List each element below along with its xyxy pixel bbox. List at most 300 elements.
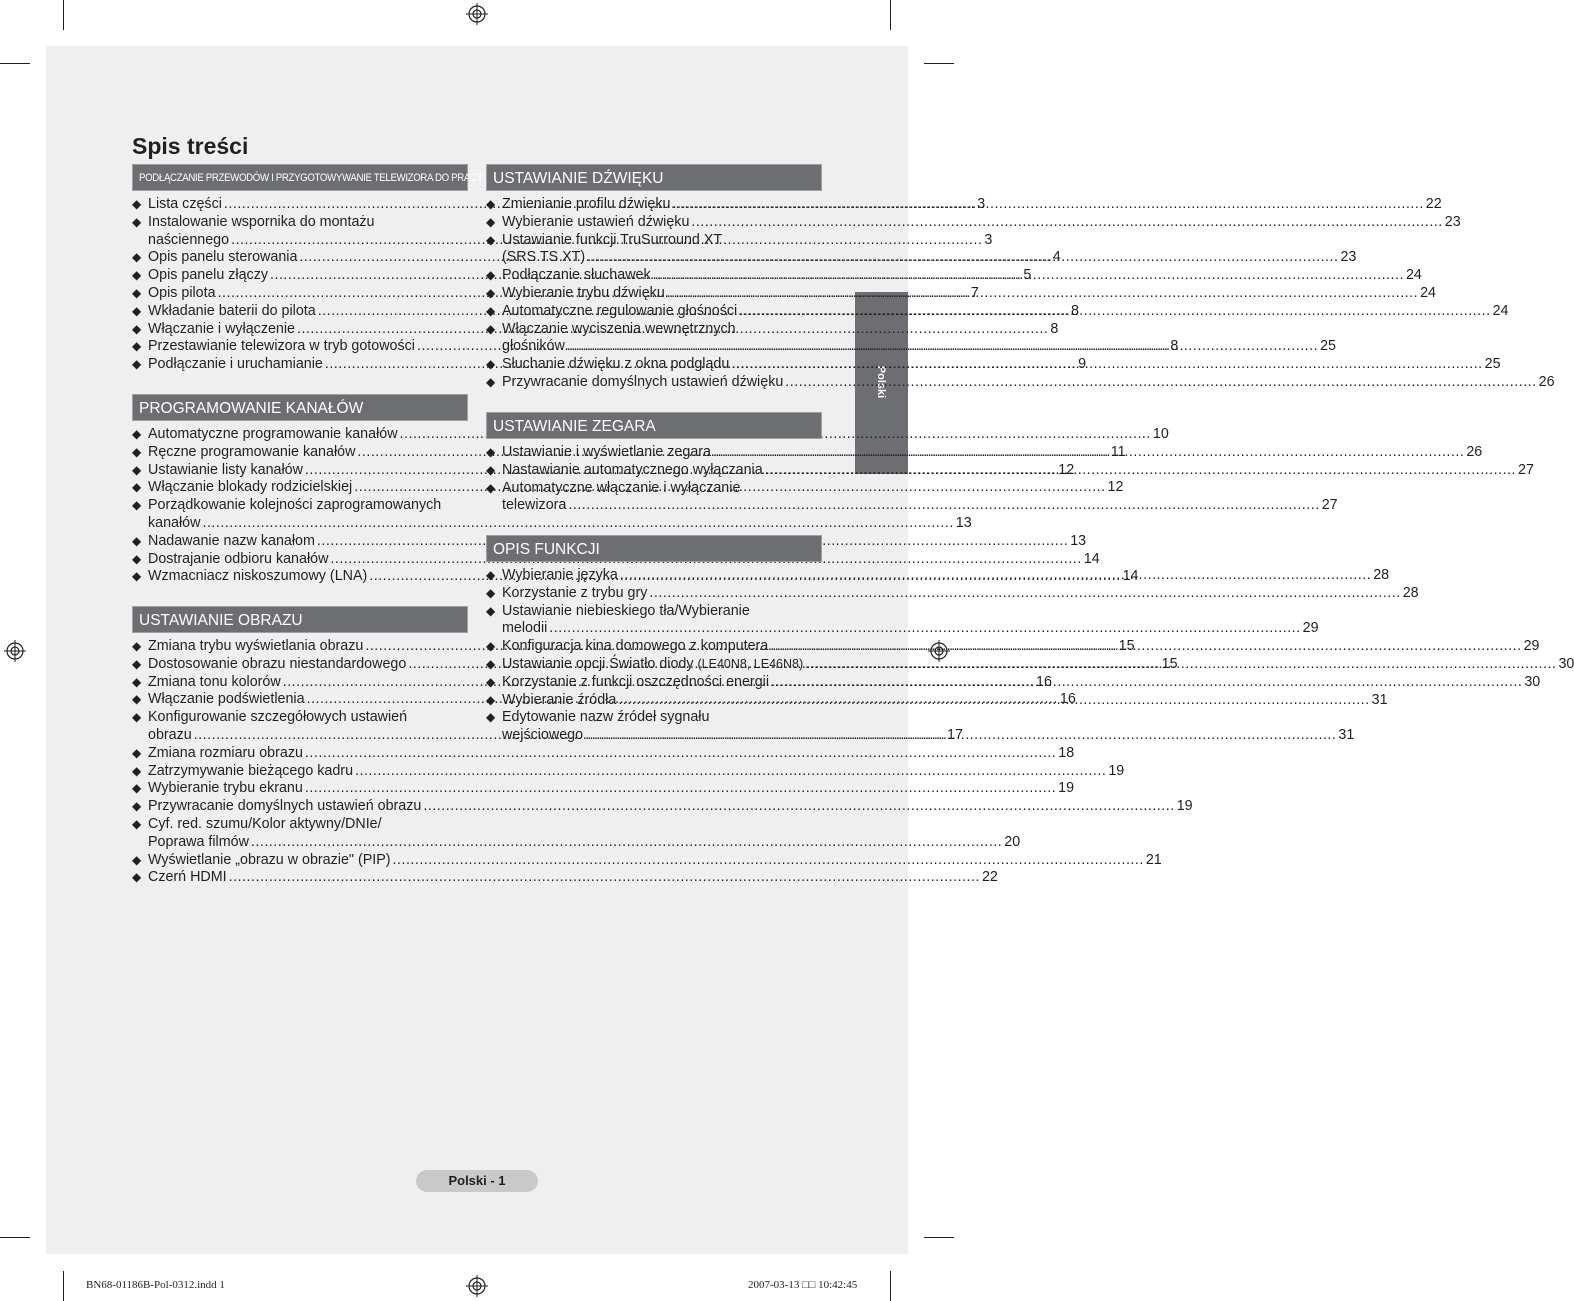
toc-entry-label: Automatyczne regulowanie głośności [502,302,738,319]
page-number: Polski - 1 [416,1170,538,1192]
toc-entry-label: telewizora [502,497,567,514]
dot-leader [229,869,980,887]
diamond-bullet-icon: ◆ [486,710,496,725]
diamond-bullet-icon: ◆ [486,639,496,654]
diamond-bullet-icon: ◆ [132,569,142,584]
toc-entry-text [502,674,769,692]
diamond-bullet-icon: ◆ [486,603,496,618]
toc-entry-row [148,550,1100,569]
dot-leader [672,196,1423,214]
dot-leader [567,338,1318,356]
toc-entry-label: Lista części [148,196,222,212]
toc-entry-text [148,321,295,339]
toc-page-number: 4 [1052,249,1061,266]
toc-page-number: 17 [947,726,963,743]
toc-entry-row [502,284,1437,303]
toc-entry-text [502,656,803,674]
dot-leader [393,852,1144,870]
toc-entry-label: Wybieranie ustawień dźwięku [502,213,690,230]
diamond-bullet-icon: ◆ [486,692,496,707]
toc-entry[interactable] [132,869,998,887]
diamond-bullet-icon: ◆ [486,568,496,582]
toc-entry-label: Konfiguracja kina domowego z komputera [502,638,769,655]
diamond-bullet-icon: ◆ [486,214,496,229]
toc-entry-label: Czerń HDMI [148,869,227,886]
toc-entry-row [502,584,1419,603]
dot-leader [251,834,1002,852]
toc-entry-label: Zatrzymywanie bieżącego kadru [148,762,354,779]
toc-entry-text [502,196,670,214]
toc-page-number: 5 [1023,267,1032,284]
section-heading [486,535,822,562]
toc-page-number: 23 [1340,249,1357,266]
page-title: Spis treści [132,133,249,159]
toc-page-number: 27 [1321,497,1338,514]
toc-page-number: 23 [1444,213,1461,230]
toc-page-number: 19 [1058,780,1075,797]
toc-entry-row [502,338,1337,356]
toc-page-number: 27 [1518,461,1534,478]
dot-leader [805,656,1556,674]
toc-entry-label: Włączanie i wyłączenie [148,320,295,337]
toc-entry-label: Poprawa filmów [148,833,249,850]
toc-entry-label: Zmiana tonu kolorów [148,673,281,690]
print-timestamp: 2007-03-13 □□ 10:42:45 [748,1279,858,1291]
toc-page-number: 8 [1050,320,1059,337]
toc-entry-label: Przestawianie telewizora w tryb gotowości [148,338,415,355]
toc-entry-label: Ustawianie listy kanałów [148,461,303,478]
toc-entry-text [502,303,737,321]
toc-entry-text [502,462,763,480]
toc-page-number: 25 [1484,356,1501,373]
toc-page-number: 12 [1107,479,1124,496]
diamond-bullet-icon: ◆ [486,303,496,318]
toc-entry-row [148,851,1162,870]
toc-entry-label: Dostosowanie obrazu niestandardowego [148,655,407,672]
toc-entry-label: Zmienianie profilu dźwięku [502,196,671,212]
dot-leader [653,267,1404,285]
toc-page-number: 11 [1110,443,1126,460]
toc-entry-text [148,479,352,497]
crop-mark [0,63,30,64]
toc-entry-text: Ustawianie funkcji TruSurround XT [502,231,723,248]
diamond-bullet-icon: ◆ [486,357,496,372]
toc-entry-text: Ustawianie niebieskiego tła/Wybieranie [502,602,750,619]
toc-entry[interactable] [486,196,1442,214]
toc-entry-text [148,656,406,674]
toc-entry-label: Zmiana rozmiaru obrazu [148,744,303,761]
toc-entry-text: Cyf. red. szumu/Kolor aktywny/DNIe/ [148,815,382,832]
toc-entry-text [148,568,367,586]
toc-entry-label: Podłączanie i uruchamianie [148,356,323,373]
toc-page-number: 22 [1425,196,1442,212]
toc-entry-row [148,798,1193,816]
toc-page-number: 31 [1371,691,1388,708]
toc-page-number: 31 [1338,727,1355,744]
toc-entry-label: Nadawanie nazw kanałom [148,532,315,549]
toc-entry-text: Automatyczne włączanie i wyłączanie [502,479,741,496]
toc-page-number: 15 [1118,638,1135,654]
toc-entry-label: wejściowego [502,727,584,744]
diamond-bullet-icon: ◆ [132,745,142,760]
diamond-bullet-icon: ◆ [132,674,142,689]
toc-page-number: 26 [1538,373,1555,390]
diamond-bullet-icon: ◆ [486,268,496,283]
toc-page-number: 24 [1420,284,1437,301]
dot-leader [691,214,1442,232]
toc-entry[interactable] [486,267,1422,285]
diamond-bullet-icon: ◆ [132,357,142,372]
toc-page-number: 30 [1558,655,1574,672]
toc-entry-label: naściennego [148,231,230,248]
diamond-bullet-icon: ◆ [132,285,142,300]
toc-entry[interactable] [486,213,1461,232]
dot-leader [649,585,1400,603]
toc-page-number: 14 [1083,550,1100,567]
toc-entry[interactable] [486,602,1319,639]
toc-entry-text [148,638,363,656]
crop-mark [0,1237,30,1238]
diamond-bullet-icon: ◆ [132,339,142,354]
toc-entry-text [502,374,783,392]
toc-entry-label: Przywracanie domyślnych ustawień obrazu [148,798,422,815]
diamond-bullet-icon: ◆ [132,656,142,671]
diamond-bullet-icon: ◆ [486,197,496,211]
toc-entry[interactable] [486,302,1509,321]
diamond-bullet-icon: ◆ [486,674,496,689]
toc-entry-text [502,285,665,303]
toc-entry-text: Instalowanie wspornika do montażu [148,213,375,230]
dot-leader [202,515,953,533]
toc-page-number: 29 [1302,620,1319,637]
section-heading-text: USTAWIANIE OBRAZU [139,612,303,629]
toc-entry-text [502,585,647,603]
toc-entry[interactable] [486,356,1501,374]
toc-entry-row [502,302,1509,321]
toc-entry-label: Dostrajanie odbioru kanałów [148,550,329,567]
toc-entry-label: Korzystanie z trybu gry [502,584,648,601]
toc-entry-text: Włączanie wyciszenia wewnętrznych [502,320,736,337]
toc-entry-label: Opis pilota [148,284,216,301]
dot-leader [770,638,1521,656]
diamond-bullet-icon: ◆ [486,462,496,477]
diamond-bullet-icon: ◆ [486,656,496,671]
toc-entry-text [148,691,305,709]
section-heading-text: OPIS FUNKCJI [493,541,600,558]
toc-page-number: 28 [1402,584,1419,601]
toc-entry-text [148,869,227,887]
toc-entry-row [502,196,1442,214]
toc-page-number: 15 [1161,655,1178,672]
toc-entry-text [502,338,565,356]
diamond-bullet-icon: ◆ [132,639,142,653]
toc-page-number: 12 [1058,461,1075,478]
dot-leader [765,462,1516,480]
toc-entry-model-note: (LE40N8, LE46N8) [697,656,804,671]
toc-entry-text [502,267,651,285]
toc-entry-text [502,638,768,656]
diamond-bullet-icon: ◆ [132,427,142,441]
diamond-bullet-icon: ◆ [132,214,142,229]
toc-page-number: 13 [1070,532,1087,549]
toc-entry-text: Porządkowanie kolejności zaprogramowanych [148,497,442,514]
toc-page-number: 29 [1523,638,1540,655]
diamond-bullet-icon: ◆ [132,852,142,867]
toc-entry-label: Opis panelu złączy [148,267,268,284]
toc-entry-text: Konfigurowanie szczegółowych ustawień [148,709,408,726]
toc-page-number: 10 [1152,426,1169,442]
diamond-bullet-icon: ◆ [132,870,142,885]
toc-entry-row [502,356,1501,374]
toc-page-number: 22 [981,869,998,886]
toc-entry-text [148,338,415,356]
toc-entry-text [502,727,583,745]
toc-entry[interactable] [486,584,1419,603]
toc-page-number: 19 [1176,798,1193,815]
crop-mark [63,0,64,30]
toc-entry-row [148,833,1021,852]
diamond-bullet-icon: ◆ [132,321,142,336]
diamond-bullet-icon: ◆ [486,321,496,336]
diamond-bullet-icon: ◆ [132,533,142,548]
toc-entry-text [148,232,229,250]
toc-entry-label: Wybieranie źródła [502,691,617,708]
dot-leader [731,356,1482,374]
print-file-name: BN68-01186B-Pol-0312.indd 1 [86,1279,225,1291]
toc-entry-text [148,444,355,462]
toc-page-number: 14 [1122,568,1139,585]
toc-entry-text [148,674,281,692]
dot-leader [620,567,1371,585]
toc-page-number: 3 [977,196,986,212]
dot-leader [785,374,1536,392]
toc-page-number: 16 [1059,691,1076,708]
toc-entry-text: Edytowanie nazw źródeł sygnału [502,709,710,726]
section-heading-text: USTAWIANIE DŹWIĘKU [493,170,664,187]
dot-leader [355,763,1106,781]
toc-entry-text [148,763,353,781]
toc-entry-text [502,214,689,232]
toc-entry[interactable] [132,550,1100,569]
toc-entry-text [148,780,303,798]
toc-entry-label: Zmiana trybu wyświetlania obrazu [148,638,364,654]
crop-mark [890,0,891,30]
toc-entry-row [148,869,998,887]
toc-entry-text [502,249,585,267]
toc-entry-text [502,444,711,462]
toc-page-number: 24 [1492,302,1509,319]
section-heading-text: PROGRAMOWANIE KANAŁÓW [139,400,364,417]
toc-page-number: 7 [970,284,979,301]
toc-page-number: 24 [1405,267,1422,284]
toc-entry-label: Wybieranie trybu ekranu [148,780,303,797]
toc-entry[interactable] [486,284,1437,303]
toc-entry-text [148,834,249,852]
dot-leader [305,780,1056,798]
toc-page-number: 13 [955,514,972,531]
diamond-bullet-icon: ◆ [132,710,142,725]
diamond-bullet-icon: ◆ [132,197,142,211]
toc-entry-row [502,249,1357,267]
toc-entry-text [148,285,216,303]
toc-page-number: 28 [1373,567,1390,583]
toc-entry-label: głośników [502,338,565,355]
section-heading-text: USTAWIANIE ZEGARA [493,418,656,435]
toc-entry-label: Włączanie podświetlenia [148,691,305,708]
toc-entry-text [502,567,618,585]
diamond-bullet-icon: ◆ [132,551,142,566]
toc-entry-row [148,744,1075,763]
toc-entry-text [148,426,398,444]
toc-entry-label: Podłączanie słuchawek [502,267,651,284]
diamond-bullet-icon: ◆ [132,250,142,265]
toc-entry-label: Nastawianie automatycznego wyłączania [502,461,763,478]
diamond-bullet-icon: ◆ [486,445,496,459]
diamond-bullet-icon: ◆ [132,816,142,831]
toc-page-number: 8 [1071,302,1079,319]
dot-leader [568,497,1319,515]
diamond-bullet-icon: ◆ [486,285,496,300]
crop-mark [63,1271,64,1301]
diamond-bullet-icon: ◆ [132,462,142,477]
toc-page-number: 8 [1170,338,1179,355]
toc-entry-text [148,745,303,763]
toc-entry-label: kanałów [148,514,201,531]
section-heading-text: PODŁĄCZANIE PRZEWODÓW I PRZYGOTOWYWANIE TELEWIZORA DO PRACY [139,172,483,184]
registration-mark-icon [4,640,26,662]
toc-entry-text [502,497,566,515]
toc-entry-row [502,497,1338,515]
toc-entry-label: Ustawianie opcji Światło diody [502,655,694,672]
toc-entry-text [148,515,200,533]
toc-page-number: 9 [1078,356,1087,373]
dot-leader [618,692,1369,710]
diamond-bullet-icon: ◆ [132,799,142,814]
diamond-bullet-icon: ◆ [132,303,142,318]
toc-entry-label: Automatyczne programowanie kanałów [148,426,398,442]
toc-entry-label: Wybieranie języka [502,567,618,583]
diamond-bullet-icon: ◆ [132,763,142,778]
dot-leader [305,745,1056,763]
diamond-bullet-icon: ◆ [132,480,142,495]
toc-entry[interactable] [132,851,1162,870]
dot-leader [771,674,1522,692]
toc-entry-text [148,196,222,214]
toc-entry-label: melodii [502,620,548,637]
section-heading [132,606,468,633]
toc-entry-text [148,249,297,267]
toc-entry-label: Korzystanie z funkcji oszczędności energii [502,673,769,690]
toc-entry-label: Ręczne programowanie kanałów [148,443,356,460]
toc-entry[interactable] [132,744,1075,763]
section-heading [486,412,822,439]
crop-mark [924,63,954,64]
diamond-bullet-icon: ◆ [132,498,142,513]
dot-leader [713,444,1464,462]
toc-entry-label: Przywracanie domyślnych ustawień dźwięku [502,373,784,390]
toc-entry-text [148,798,421,816]
toc-entry-text [502,620,547,638]
section-heading [132,164,483,191]
toc-entry-label: Wzmacniacz niskoszumowy (LNA) [148,568,368,585]
toc-entry-label: Wkładanie baterii do pilota [148,302,316,319]
toc-entry-row [502,267,1422,285]
toc-page-number: 16 [1036,673,1052,690]
toc-entry-label: Włączanie blokady rodzicielskiej [148,479,353,496]
crop-mark [924,1237,954,1238]
toc-entry[interactable] [486,231,1357,268]
toc-entry-text [502,356,729,374]
dot-leader [587,249,1338,267]
crop-mark [890,1271,891,1301]
diamond-bullet-icon: ◆ [132,781,142,796]
toc-entry-text [148,356,323,374]
toc-entry-text [148,852,391,870]
diamond-bullet-icon: ◆ [486,374,496,389]
toc-entry-label: (SRS TS XT) [502,249,586,266]
diamond-bullet-icon: ◆ [486,480,496,495]
diamond-bullet-icon: ◆ [486,585,496,600]
toc-entry-label: Słuchanie dźwięku z okna podglądu [502,356,730,373]
toc-entry-row [148,780,1075,798]
toc-page-number: 21 [1145,851,1162,868]
toc-entry[interactable] [486,320,1337,357]
diamond-bullet-icon: ◆ [132,692,142,707]
toc-entry-row [148,762,1125,781]
dot-leader [667,285,1418,303]
toc-entry-row [502,620,1319,638]
toc-entry-label: Opis panelu sterowania [148,249,298,266]
toc-entry[interactable] [132,762,1125,781]
toc-entry-text [502,692,616,710]
toc-entry-label: Wyświetlanie „obrazu w obrazie" (PIP) [148,851,391,868]
toc-entry-text [148,551,328,569]
section-heading [132,394,468,421]
toc-page-number: 30 [1524,673,1541,690]
dot-leader [739,303,1490,321]
diamond-bullet-icon: ◆ [132,268,142,283]
section-heading [486,164,822,191]
toc-entry-text [148,267,268,285]
toc-entry-text [148,462,303,480]
toc-entry-label: Ustawianie i wyświetlanie zegara [502,444,711,460]
language-side-tab-label: Polski [875,365,887,399]
registration-mark-icon [466,3,488,25]
toc-page-number: 25 [1320,338,1337,355]
toc-entry-text [148,727,192,745]
toc-page-number: 19 [1108,762,1125,779]
toc-page-number: 18 [1058,744,1075,761]
registration-mark-icon [466,1275,488,1297]
toc-entry[interactable] [132,815,1021,852]
diamond-bullet-icon: ◆ [132,444,142,459]
toc-entry-label: obrazu [148,726,192,743]
dot-leader [549,620,1300,638]
toc-entry-row [148,514,972,533]
toc-entry[interactable] [132,780,1075,798]
toc-entry[interactable] [132,798,1193,816]
toc-page-number: 3 [984,231,993,248]
diamond-bullet-icon: ◆ [486,232,496,247]
toc-entry-row [502,213,1461,232]
toc-entry-text [148,533,315,551]
dot-leader [423,798,1174,816]
dot-leader [585,727,1336,745]
toc-entry-label: Wybieranie trybu dźwięku [502,284,665,301]
toc-page-number: 20 [1004,833,1021,850]
toc-page-number: 26 [1466,444,1483,460]
toc-entry-text [148,303,316,321]
